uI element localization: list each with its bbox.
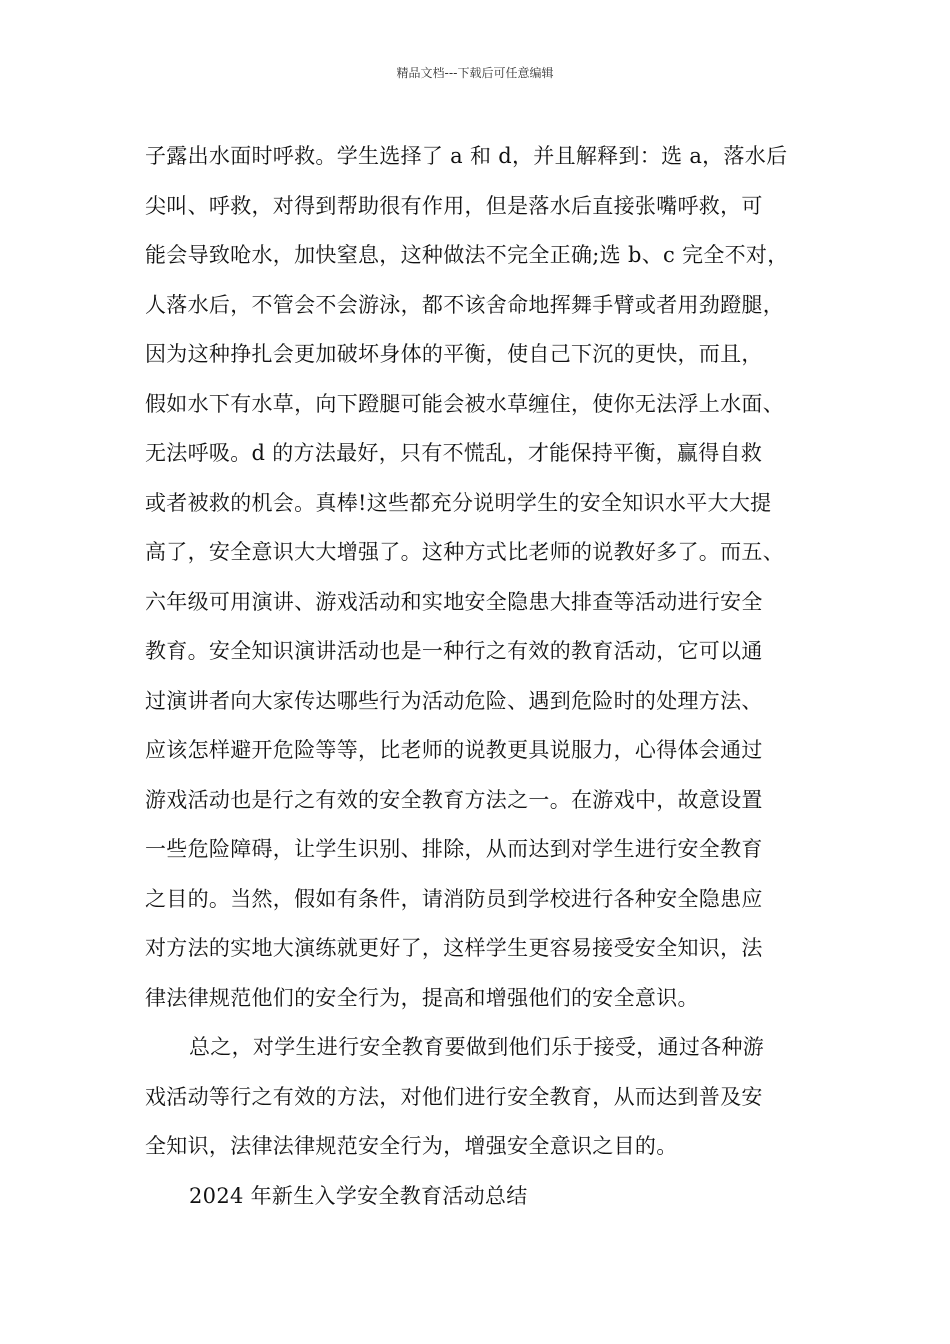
text-line: 一些危险障碍，让学生识别、排除，从而达到对学生进行安全教育 <box>145 837 763 861</box>
paragraph <box>145 1172 835 1222</box>
text-line: 人落水后，不管会不会游泳，都不该舍命地挥舞手臂或者用劲蹬腿， <box>145 292 784 317</box>
text-line: 过演讲者向大家传达哪些行为活动危险、遇到危险时的处理方法、 <box>145 688 763 713</box>
text-line: 总之，对学生进行安全教育要做到他们乐于接受，通过各种游 <box>189 1035 765 1059</box>
text-line: 全知识，法律法律规范安全行为，增强安全意识之目的。 <box>145 1134 678 1158</box>
paragraph <box>145 132 835 1023</box>
text-line: 或者被救的机会。真棒!这些都充分说明学生的安全知识水平大大提 <box>145 490 772 515</box>
text-line: 假如水下有水草，向下蹬腿可能会被水草缠住，使你无法浮上水面、 <box>145 391 784 416</box>
text-line: 游戏活动也是行之有效的安全教育方法之一。在游戏中，故意设置 <box>145 787 763 812</box>
text-line: 因为这种挣扎会更加破坏身体的平衡，使自己下沉的更快，而且， <box>145 342 763 366</box>
text-line: 教育。安全知识演讲活动也是一种行之有效的教育活动，它可以通 <box>145 639 763 663</box>
paragraph <box>145 1023 835 1172</box>
text-line: 高了，安全意识大大增强了。这种方式比老师的说教好多了。而五、 <box>145 540 784 564</box>
text-line: 之目的。当然，假如有条件，请消防员到学校进行各种安全隐患应 <box>145 886 763 911</box>
text-line: 子露出水面时呼救。学生选择了 a 和 d，并且解释到：选 a，落水后 <box>145 144 788 168</box>
text-line: 2024 年新生入学安全教育活动总结 <box>189 1183 528 1208</box>
text-line: 应该怎样避开危险等等，比老师的说教更具说服力，心得体会通过 <box>145 738 763 762</box>
text-line: 律法律规范他们的安全行为，提高和增强他们的安全意识。 <box>145 985 699 1010</box>
text-line: 对方法的实地大演练就更好了，这样学生更容易接受安全知识，法 <box>145 936 763 960</box>
text-line: 六年级可用演讲、游戏活动和实地安全隐患大排查等活动进行安全 <box>145 589 763 614</box>
text-line: 无法呼吸。d 的方法最好，只有不慌乱，才能保持平衡，赢得自救 <box>145 441 763 465</box>
text-line: 尖叫、呼救，对得到帮助很有作用，但是落水后直接张嘴呼救，可 <box>145 193 763 218</box>
text-line: 戏活动等行之有效的方法，对他们进行安全教育，从而达到普及安 <box>145 1084 763 1109</box>
page-header: 精品文档---下载后可任意编辑 <box>396 66 554 80</box>
document-body <box>145 132 835 1221</box>
text-line: 能会导致呛水，加快窒息，这种做法不完全正确;选 b、c 完全不对， <box>145 243 789 267</box>
